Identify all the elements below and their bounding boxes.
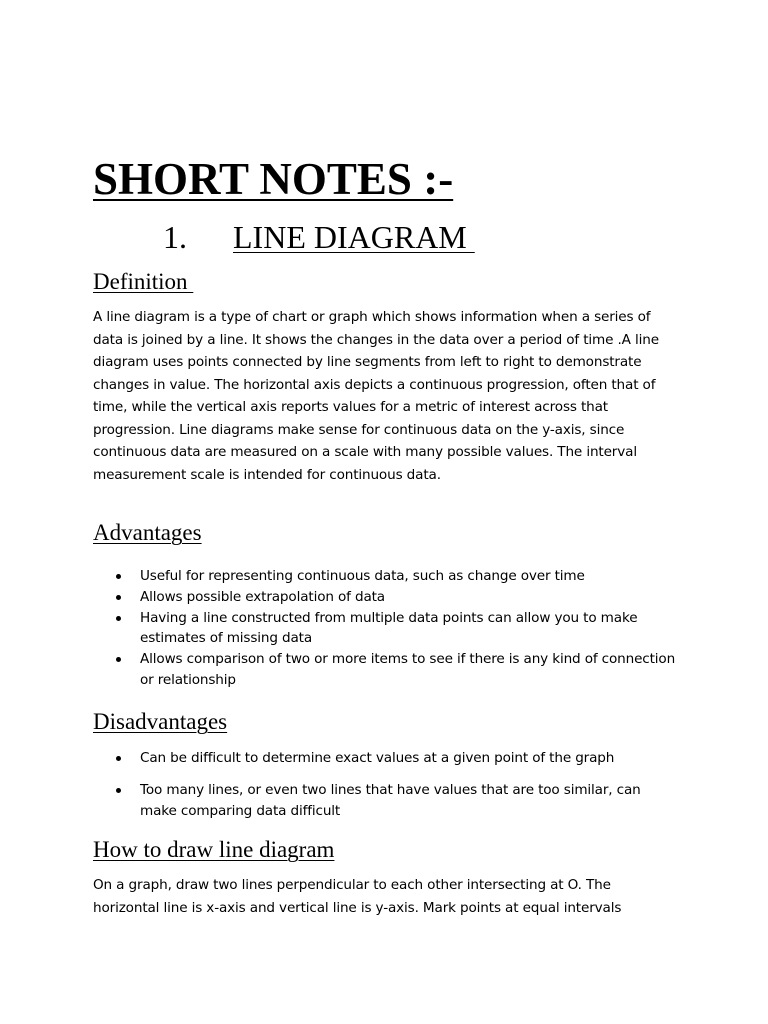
section-name: LINE DIAGRAM xyxy=(233,219,475,255)
list-item: Can be difficult to determine exact values at a given point of the graph xyxy=(93,748,681,769)
list-item: Allows comparison of two or more items to see if there is any kind of connection or relationship xyxy=(93,649,681,691)
list-item: Having a line constructed from multiple data points can allow you to make estimates of missing data xyxy=(93,608,681,650)
page-title: SHORT NOTES :- xyxy=(93,154,454,204)
disadvantages-heading: Disadvantages xyxy=(93,709,228,734)
list-item: Allows possible extrapolation of data xyxy=(93,587,681,608)
advantages-heading: Advantages xyxy=(93,520,202,545)
list-item: Useful for representing continuous data, such as change over time xyxy=(93,566,681,587)
definition-text: A line diagram is a type of chart or graph which shows information when a series of data is joined by a line. It shows the changes in the data over a period of time .A line diagram uses points connected by line segments from left to right to demonstrate changes in value. The horizontal axis depicts a continuous progression, often that of time, while the vertical axis reports values for a metric of interest across that progression. Line diagrams make sense for continuous data on the y-axis, since continuous data are measured on a scale with many possible values. The interval measurement scale is intended for continuous data. xyxy=(93,309,659,483)
how-to-draw-text: On a graph, draw two lines perpendicular to each other intersecting at O. The horizontal line is x-axis and vertical line is y-axis. Mark points at equal intervals xyxy=(93,877,622,916)
disadvantages-list xyxy=(93,748,681,832)
list-item: Too many lines, or even two lines that have values that are too similar, can make comparing data difficult xyxy=(93,780,681,822)
advantages-list xyxy=(93,566,681,691)
section-number: 1. xyxy=(163,219,187,255)
how-to-draw-heading: How to draw line diagram xyxy=(93,837,335,862)
section-heading xyxy=(163,218,475,256)
definition-heading: Definition xyxy=(93,269,194,294)
